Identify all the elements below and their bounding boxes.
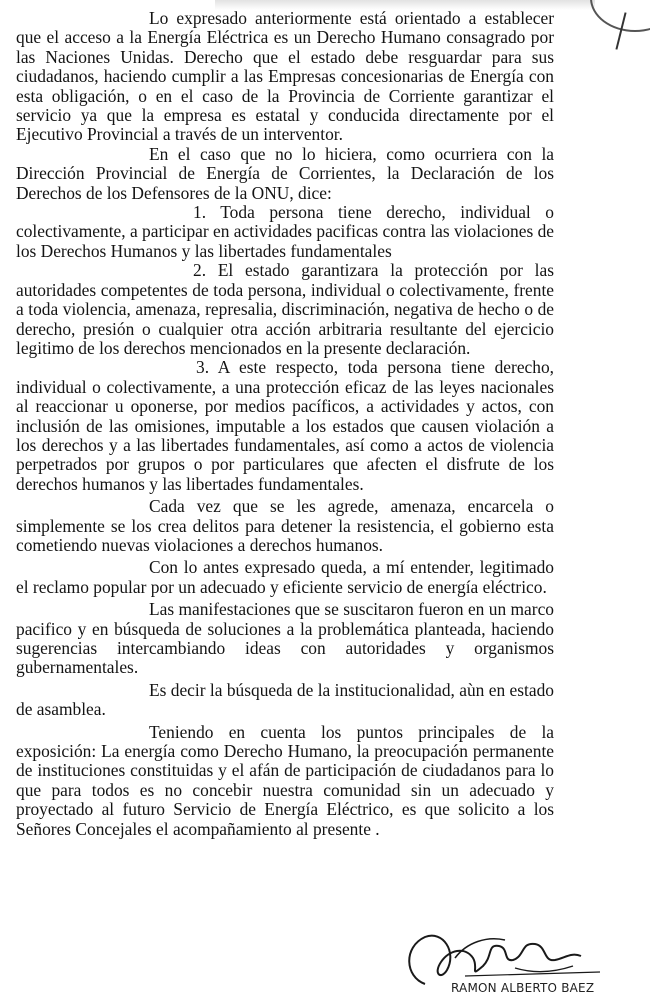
- signature-name: RAMON ALBERTO BAEZ: [451, 981, 595, 995]
- paragraph-demonstrations: Las manifestaciones que se suscitaron fueron en un marco pacifico y en búsqueda de soluciones a la problemática planteada, haciendo sugerencias intercambiando ideas con autoridades y organismos gubernamentales.: [16, 599, 554, 678]
- paragraph-aggression: Cada vez que se les agrede, amenaza, encarcela o simplemente se los crea delitos para detener la resistencia, el gobierno esta cometiendo nuevas violaciones a derechos humanos.: [16, 496, 554, 555]
- paragraph-intro: Lo expresado anteriormente está orientado a establecer que el acceso a la Energía Eléctrica es un Derecho Humano consagrado por las Naciones Unidas. Derecho que el estado debe resguardar para sus ciudadanos, haciendo cumplir a las Empresas concesionarias de Energía con esta obligación, o en el caso de la Provincia de Corriente garantizar el servicio ya que la empresa es estatal y conducida directamente por el Ejecutivo Provincial a través de un interventor.: [16, 8, 554, 145]
- paragraph-legitimate-claim: Con lo antes expresado queda, a mí entender, legitimado el reclamo popular por un adecuado y eficiente servicio de energía eléctrico.: [16, 557, 554, 597]
- signature-block: [395, 922, 605, 1002]
- paragraph-point-2: 2. El estado garantizara la protección por las autoridades competentes de toda persona, individual o colectivamente, frente a toda violencia, amenaza, represalia, discriminación, negativa de hecho o de derecho, presión o cualquier otra acción arbitraria resultante del ejercicio legitimo de los derechos mencionados en la presente declaración.: [16, 260, 554, 358]
- paragraph-onu-declaration: En el caso que no lo hiciera, como ocurriera con la Dirección Provincial de Energía de Corrientes, la Declaración de los Derechos de los Defensores de la ONU, dice:: [16, 143, 554, 203]
- paragraph-point-3: 3. A este respecto, toda persona tiene derecho, individual o colectivamente, a una protección eficaz de las leyes nacionales al reaccionar u oponerse, por medios pacíficos, a actividades y actos, con inclusión de las omisiones, imputable a los estados que causen violación a los derechos y a las libertades fundamentales, así como a actos de violencia perpetrados por grupos o por particulares que afecten el disfrute de los derechos humanos y las libertades fundamentales.: [16, 357, 554, 494]
- paragraph-institutionality: Es decir la búsqueda de la institucionalidad, aùn en estado de asamblea.: [16, 679, 554, 720]
- paragraph-point-1: 1. Toda persona tiene derecho, individual o colectivamente, a participar en actividades pacificas contra las violaciones de los Derechos Humanos y las libertades fundamentales: [16, 202, 554, 261]
- letter-body: [16, 9, 554, 839]
- paragraph-conclusion: Teniendo en cuenta los puntos principales de la exposición: La energía como Derecho Humano, la preocupación permanente de instituciones constituidas y el afán de participación de ciudadanos para lo que para todos es no concebir nuestra comunidad sin un adecuado y proyectado al futuro Servicio de Energía Eléctrico, es que solicito a los Señores Concejales el acompañamiento al presente .: [16, 721, 554, 839]
